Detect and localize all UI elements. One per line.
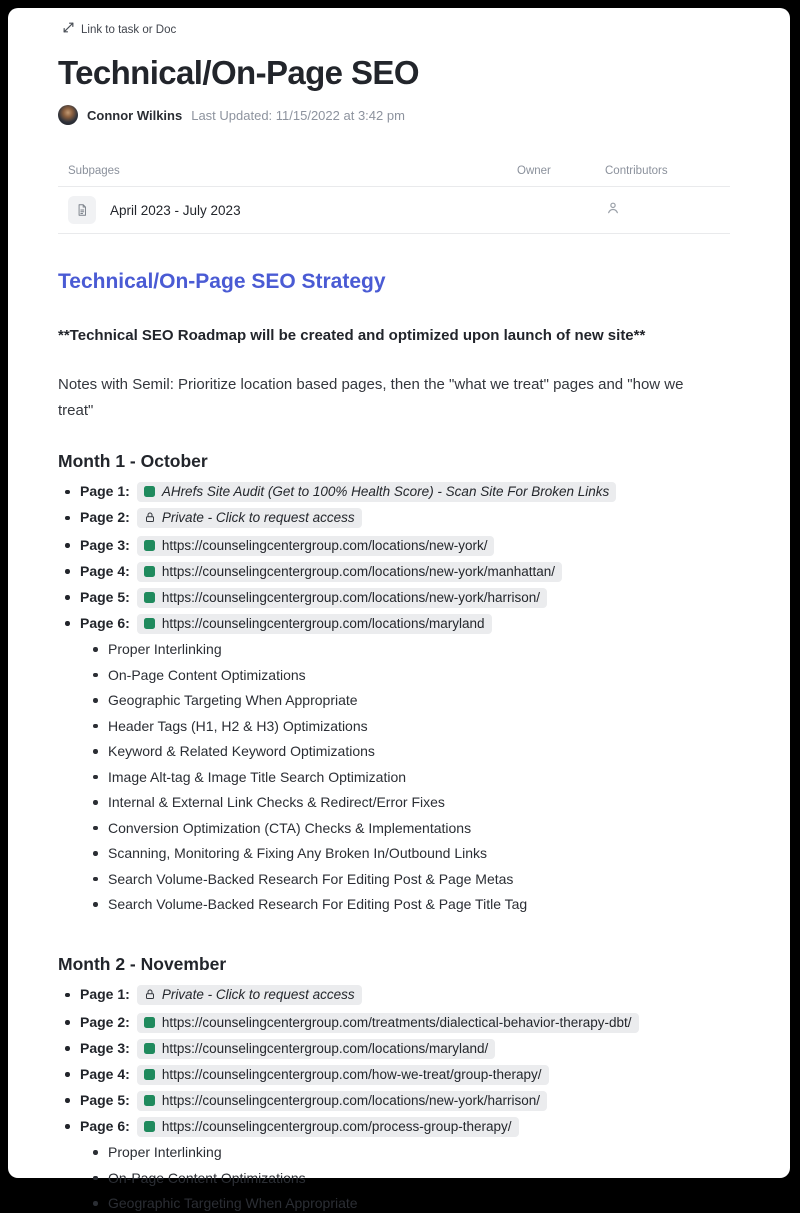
page-link-text: https://counselingcentergroup.com/locations/new-york/harrison/ — [161, 1092, 541, 1108]
subpage-title: April 2023 - July 2023 — [110, 202, 241, 218]
page-link-chip[interactable] — [137, 985, 362, 1005]
page-list-item — [58, 1038, 754, 1059]
page-link-text: https://counselingcentergroup.com/process-group-therapy/ — [161, 1118, 512, 1134]
column-header-contributors: Contributors — [605, 165, 668, 177]
task-list-item: Search Volume-Backed Research For Editing Post & Page Title Tag — [93, 894, 754, 914]
month1-heading: Month 1 - October — [58, 451, 208, 471]
task-list-item: Proper Interlinking — [93, 639, 754, 659]
task-list-item: Proper Interlinking — [93, 1142, 754, 1162]
page-link-chip[interactable] — [137, 1065, 549, 1085]
page-label: Page 5: — [80, 588, 130, 605]
task-list-item: Keyword & Related Keyword Optimizations — [93, 741, 754, 761]
month2-heading: Month 2 - November — [58, 954, 227, 974]
page-list-item — [58, 984, 754, 1007]
doc-page — [8, 8, 790, 1211]
page-list-item — [58, 535, 754, 556]
page-list-item — [58, 1064, 754, 1085]
page-label: Page 3: — [80, 1039, 130, 1056]
task-list-item: Image Alt-tag & Image Title Search Optimization — [93, 767, 754, 787]
page-link-text: https://counselingcentergroup.com/locations/new-york/harrison/ — [161, 589, 541, 605]
task-status-icon — [144, 566, 155, 577]
author-name: Connor Wilkins — [87, 107, 183, 123]
task-list-item: Conversion Optimization (CTA) Checks & Implementations — [93, 818, 754, 838]
page-list-item — [58, 587, 754, 608]
month2-tasks-list — [58, 1142, 754, 1213]
link-icon — [62, 21, 75, 39]
task-status-icon — [144, 1043, 155, 1054]
author-avatar — [58, 105, 78, 125]
task-list-item: On-Page Content Optimizations — [93, 1168, 754, 1188]
page-link-chip[interactable] — [137, 614, 492, 634]
page-link-chip[interactable] — [137, 588, 547, 608]
page-link-chip[interactable] — [137, 562, 562, 582]
page-link-text: Private - Click to request access — [161, 510, 355, 525]
page-link-text: Private - Click to request access — [161, 987, 355, 1002]
task-list-item: Scanning, Monitoring & Fixing Any Broken In/Outbound Links — [93, 843, 754, 863]
page-link-chip[interactable] — [137, 536, 495, 556]
author-row — [58, 105, 754, 125]
task-list-item: Geographic Targeting When Appropriate — [93, 690, 754, 710]
page-link-text: https://counselingcentergroup.com/locations/new-york/manhattan/ — [161, 563, 556, 579]
page-link-chip[interactable] — [137, 1117, 519, 1137]
page-link-chip[interactable] — [137, 1013, 639, 1033]
month1-pages-list — [58, 481, 754, 634]
link-to-task-button[interactable] — [62, 21, 754, 39]
task-status-icon — [144, 540, 155, 551]
task-status-icon — [144, 1121, 155, 1132]
page-label: Page 2: — [80, 1013, 130, 1030]
page-list-item — [58, 1090, 754, 1111]
page-label: Page 1: — [80, 483, 130, 499]
lock-icon — [144, 509, 156, 530]
lock-icon — [144, 986, 156, 1007]
page-link-text: AHrefs Site Audit (Get to 100% Health Score) - Scan Site For Broken Links — [161, 484, 610, 499]
page-link-chip[interactable] — [137, 1091, 547, 1111]
task-status-icon — [144, 592, 155, 603]
page-label: Page 2: — [80, 509, 130, 525]
page-link-text: https://counselingcentergroup.com/locations/new-york/ — [161, 537, 488, 553]
page-list-item — [58, 613, 754, 634]
page-label: Page 4: — [80, 1065, 130, 1082]
page-label: Page 5: — [80, 1091, 130, 1108]
task-status-icon — [144, 1069, 155, 1080]
page-title: Technical/On-Page SEO — [58, 54, 419, 91]
page-link-text: https://counselingcentergroup.com/treatments/dialectical-behavior-therapy-dbt/ — [161, 1014, 632, 1030]
column-header-subpages: Subpages — [68, 165, 120, 177]
task-status-icon — [144, 1017, 155, 1028]
task-list-item: Search Volume-Backed Research For Editing Post & Page Metas — [93, 869, 754, 889]
subpages-table — [58, 155, 730, 234]
page-label: Page 3: — [80, 536, 130, 553]
page-link-text: https://counselingcentergroup.com/locations/maryland/ — [161, 1040, 489, 1056]
task-list-item: Header Tags (H1, H2 & H3) Optimizations — [93, 716, 754, 736]
page-list-item — [58, 507, 754, 530]
task-list-item: Internal & External Link Checks & Redirect/Error Fixes — [93, 792, 754, 812]
month2-pages-list — [58, 984, 754, 1137]
page-label: Page 6: — [80, 1117, 130, 1134]
roadmap-note: **Technical SEO Roadmap will be created and optimized upon launch of new site** — [58, 327, 646, 344]
task-list-item: On-Page Content Optimizations — [93, 665, 754, 685]
task-status-icon — [144, 1095, 155, 1106]
page-link-chip[interactable] — [137, 482, 616, 502]
last-updated-text: Last Updated: 11/15/2022 at 3:42 pm — [191, 107, 405, 123]
task-status-icon — [144, 486, 155, 497]
column-header-owner: Owner — [517, 165, 551, 177]
page-link-text: https://counselingcentergroup.com/locations/maryland — [161, 615, 485, 631]
task-status-icon — [144, 618, 155, 629]
strategy-heading: Technical/On-Page SEO Strategy — [58, 270, 386, 293]
page-link-chip[interactable] — [137, 508, 362, 528]
page-list-item — [58, 1012, 754, 1033]
semil-notes: Notes with Semil: Prioritize location based pages, then the "what we treat" pages and "how we treat" — [58, 376, 684, 419]
page-label: Page 6: — [80, 614, 130, 631]
subpage-row[interactable] — [58, 187, 730, 234]
page-list-item — [58, 561, 754, 582]
document-icon — [68, 196, 96, 224]
contributor-person-icon — [605, 203, 621, 220]
page-link-chip[interactable] — [137, 1039, 495, 1059]
page-label: Page 4: — [80, 562, 130, 579]
page-list-item — [58, 481, 754, 502]
task-list-item: Geographic Targeting When Appropriate — [93, 1193, 754, 1213]
month1-tasks-list — [58, 639, 754, 914]
subpages-table-header — [58, 155, 730, 187]
page-list-item — [58, 1116, 754, 1137]
page-link-text: https://counselingcentergroup.com/how-we-treat/group-therapy/ — [161, 1066, 542, 1082]
page-label: Page 1: — [80, 986, 130, 1002]
link-button-label: Link to task or Doc — [81, 24, 177, 36]
